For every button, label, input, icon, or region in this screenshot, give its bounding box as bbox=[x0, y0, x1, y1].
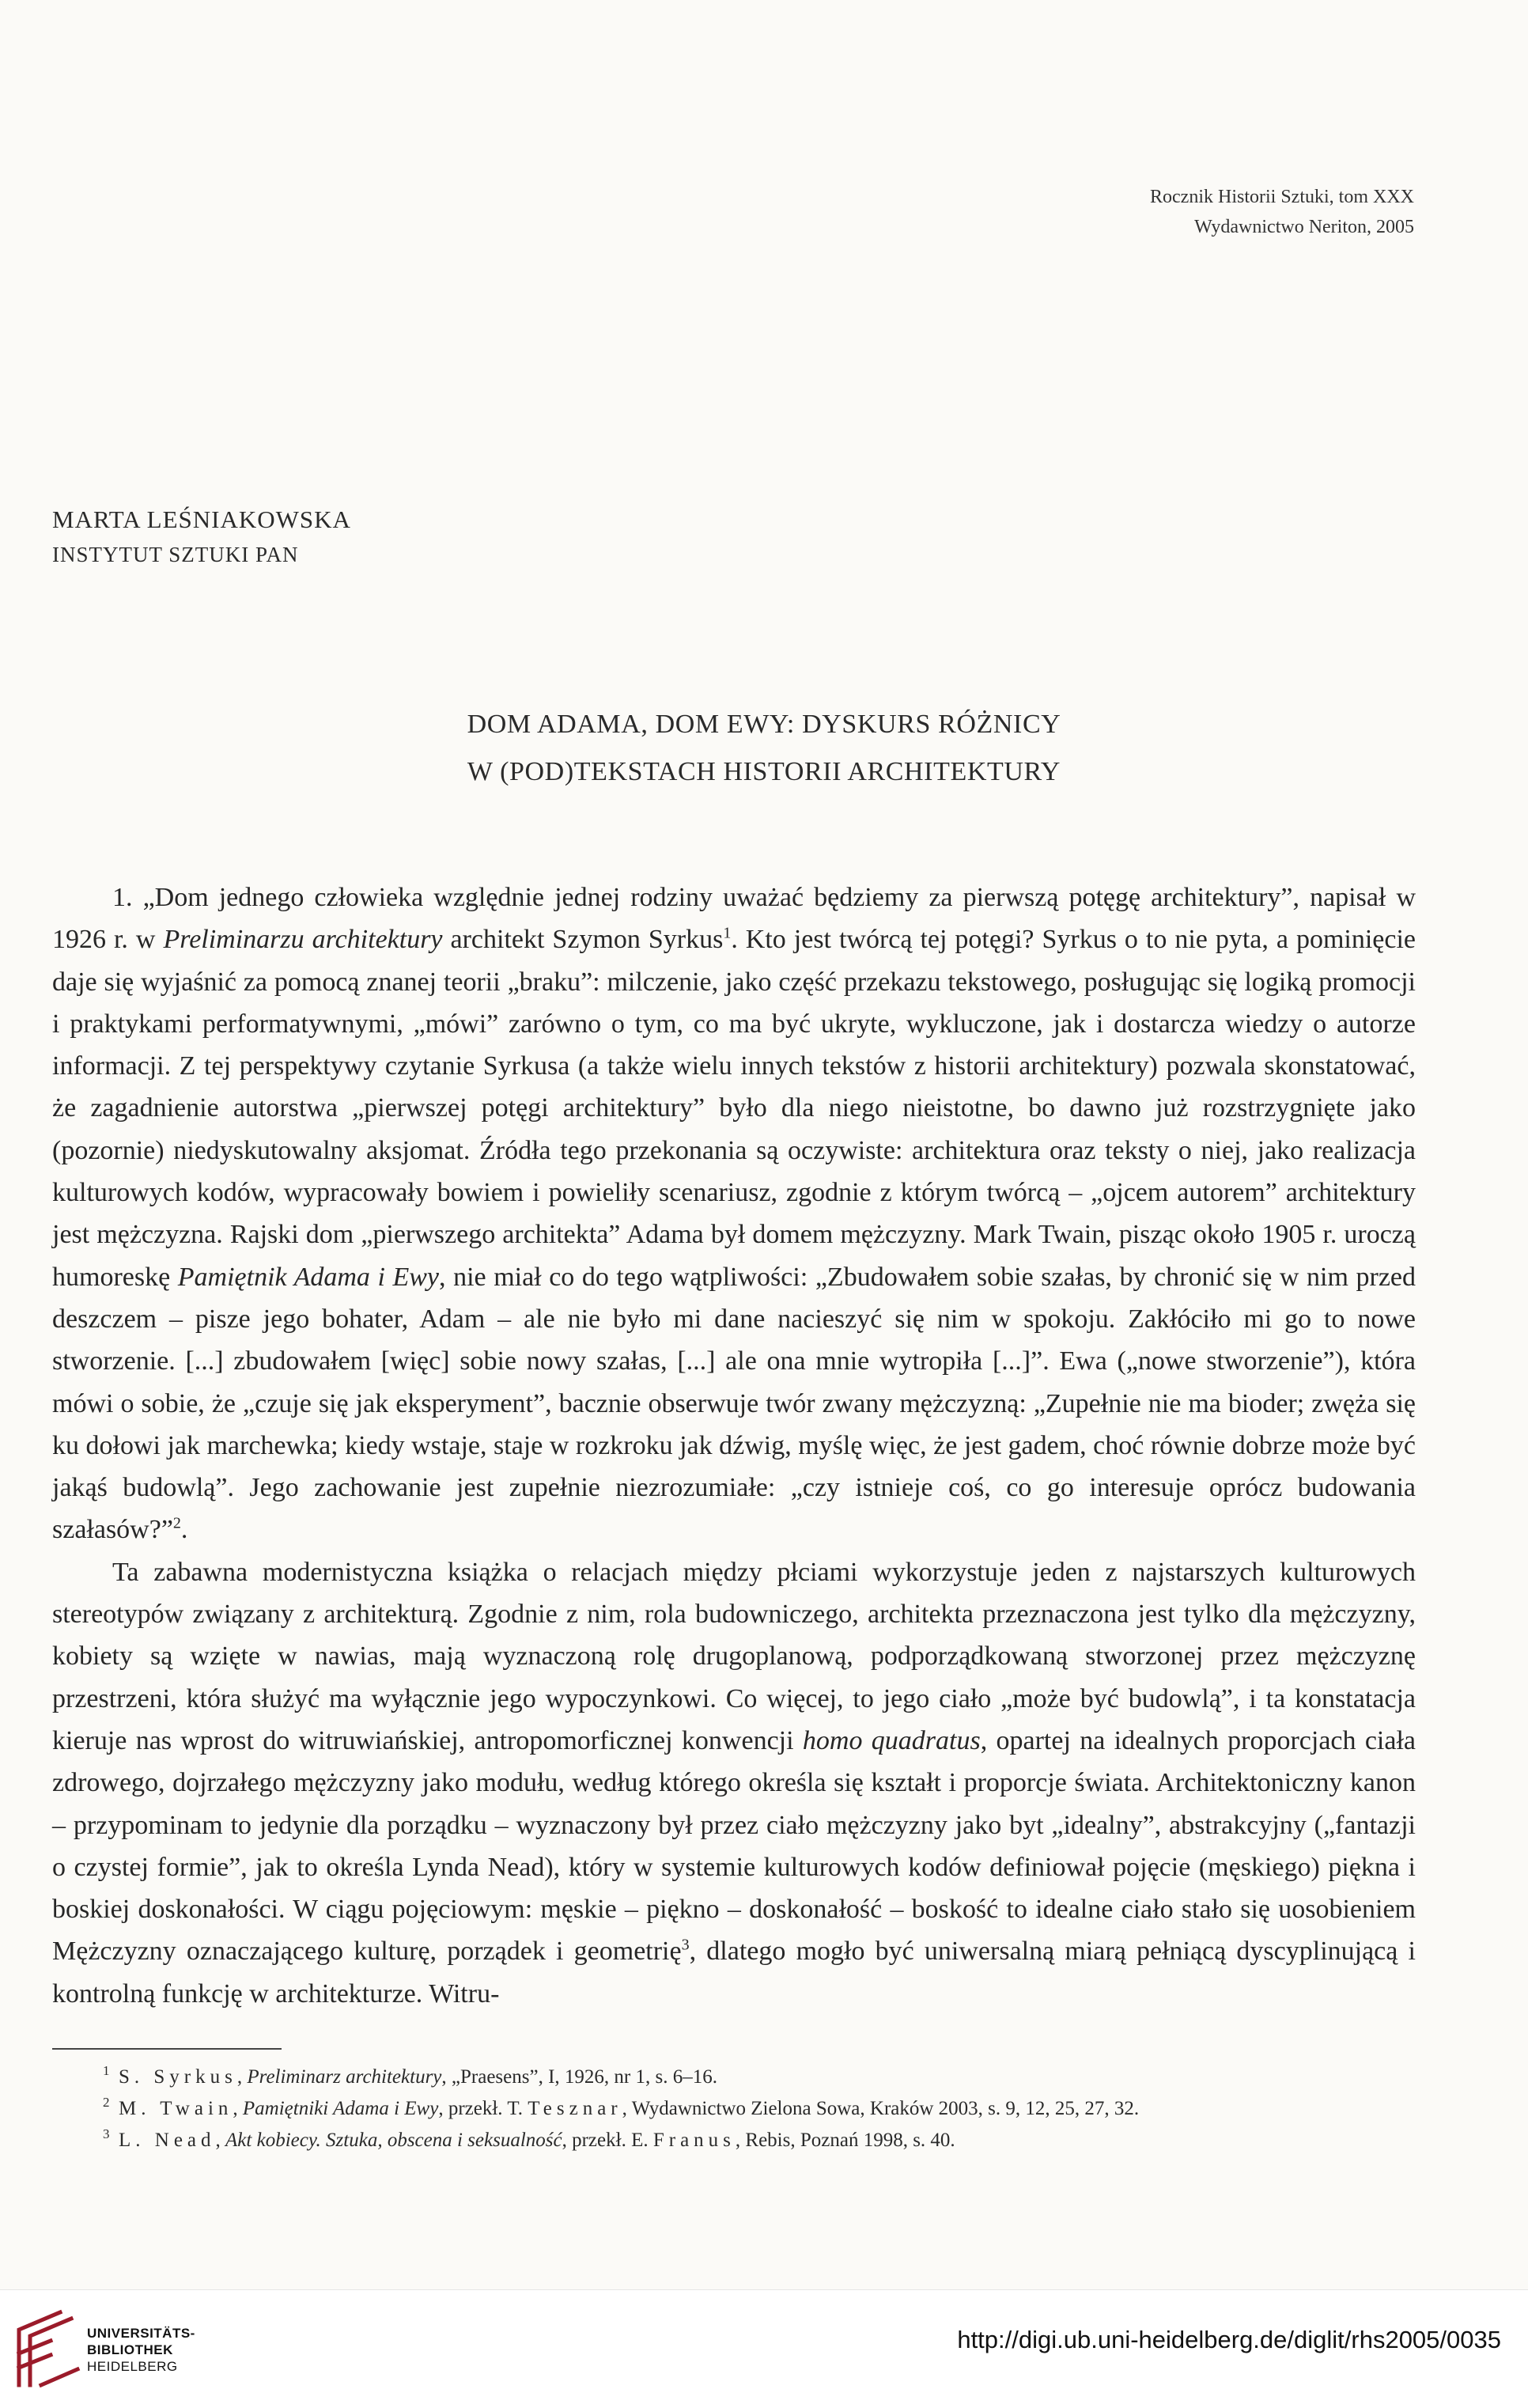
italic-term: homo quadratus bbox=[802, 1725, 981, 1755]
library-logo-icon bbox=[13, 2306, 84, 2393]
footnote-translator: Tesznar bbox=[528, 2098, 622, 2119]
footnote-number: 3 bbox=[103, 2126, 110, 2141]
digitization-footer bbox=[0, 2289, 1528, 2408]
library-name-line: UNIVERSITÄTS- bbox=[87, 2326, 195, 2341]
footnote-ref[interactable]: 1 bbox=[723, 924, 732, 942]
text-run: Ta zabawna modernistyczna książka o relacjach między płciami wykorzystuje jeden z najstarszych kulturowych stereotypów związany z architekturą. Zgodnie z nim, rola budowniczego, architekta przeznaczona jest tylko dla mężczyzny, kobiety są wzięte w nawias, mają wyznaczoną rolę drugoplanową, podporządkowaną stworzonej przez mężczyznę przestrzeni, która służyć ma wyłącznie jego wypoczynkowi. Co więcej, to jego ciało „może być budowlą”, i ta konstatacja kieruje nas wprost do witruwiańskiej, antropomorficznej konwencji bbox=[52, 1557, 1416, 1755]
text-run: . Kto jest twórcą tej potęgi? Syrkus o to nie pyta, a pominięcie daje się wyjaśnić za pomocą znanej teorii „braku”: milczenie, jako część przekazu tekstowego, posługując się logiką promocji i praktykami performatywnymi, „mówi” zarówno o tym, co ma być ukryte, wykluczone, jak i dostarcza wiedzy o autorze informacji. Z tej perspektywy czytanie Syrkusa (a także wielu innych tekstów z historii architektury) pozwala skonstatować, że zagadnienie autorstwa „pierwszej potęgi architektury” było dla niego nieistotne, bo dawno już rozstrzygnięte jako (pozornie) niedyskutowalny aksjomat. Źródła tego przekonania są oczywiste: architektura oraz teksty o niej, jako realizacja kulturowych kodów, wypracowały bowiem i powieliły scenariusz, zgodnie z którym twórcą – „ojcem autorem” architektury jest mężczyzna. Rajski dom „pierwszego architekta” Adama był domem mężczyzny. Mark Twain, pisząc około 1905 r. uroczą humoreskę bbox=[52, 925, 1416, 1292]
footnote-number: 1 bbox=[103, 2063, 110, 2078]
footnote-number: 2 bbox=[103, 2095, 110, 2110]
footnote-text: , „Praesens”, I, 1926, nr 1, s. 6–16. bbox=[441, 2066, 717, 2088]
footnote-author: M. Twain bbox=[119, 2098, 233, 2119]
journal-name: Rocznik Historii Sztuki, tom XXX bbox=[1150, 187, 1414, 207]
library-name-line: BIBLIOTHEK bbox=[87, 2342, 173, 2357]
text-run: architekt Szymon Syrkus bbox=[442, 925, 724, 955]
title-line-2: W (POD)TEKSTACH HISTORII ARCHITEKTURY bbox=[467, 757, 1061, 786]
publisher: Wydawnictwo Neriton, 2005 bbox=[1194, 217, 1414, 237]
paragraph-2 bbox=[52, 1551, 1416, 2015]
library-name bbox=[87, 2325, 195, 2375]
footnote-title: Preliminarz architektury bbox=[247, 2066, 442, 2088]
journal-header bbox=[1150, 182, 1414, 242]
text-run: 1. „Dom jednego człowieka względnie jednej rodziny uważać będziemy za pierwszą potęgę architektury”, napisał w 1926 r. w bbox=[52, 883, 1416, 955]
footnotes bbox=[103, 2062, 1416, 2156]
footnote-1: 1 S. Syrkus, Preliminarz architektury, „Praesens”, I, 1926, nr 1, s. 6–16. bbox=[119, 2062, 1416, 2093]
footnote-author: S. Syrkus bbox=[119, 2066, 237, 2088]
author-affiliation: INSTYTUT SZTUKI PAN bbox=[52, 543, 299, 566]
footnote-ref[interactable]: 3 bbox=[681, 1937, 690, 1955]
source-url-link[interactable]: http://digi.ub.uni-heidelberg.de/diglit/rhs2005/0035 bbox=[957, 2326, 1501, 2353]
footnote-text: , Wydawnictwo Zielona Sowa, Kraków 2003, s. 9, 12, 25, 27, 32. bbox=[622, 2098, 1140, 2119]
footnote-title: Akt kobiecy. Sztuka, obscena i seksualność bbox=[225, 2130, 562, 2151]
footnote-author: L. Nead bbox=[119, 2130, 216, 2151]
text-run: . bbox=[180, 1515, 188, 1545]
library-name-line: HEIDELBERG bbox=[87, 2359, 178, 2374]
footnote-translator: Franus bbox=[652, 2130, 736, 2151]
text-run: , opartej na idealnych proporcjach ciała zdrowego, dojrzałego mężczyzny jako modułu, według którego określa się kształt i proporcje świata. Architektoniczny kanon – przypominam to jedynie dla porządku – wyznaczony był przez ciało mężczyzny jako byt „idealny”, abstrakcyjny („fantazji o czystej formie”, jak to określa Lynda Nead), który w systemie kulturowych kodów definiował pojęcie (męskiego) piękna i boskiej doskonałości. W ciągu pojęciowym: męskie – piękno – doskonałość – boskość to idealne ciało stało się uosobieniem Mężczyzny oznaczającego kulturę, porządek i geometrię bbox=[52, 1725, 1416, 1967]
text-run: , nie miał co do tego wątpliwości: „Zbudowałem sobie szałas, by chronić się w nim przed deszczem – pisze jego bohater, Adam – ale nie było mi dane nacieszyć się nim w spokoju. Zakłóciło mi go to nowe stworzenie. [...] zbudowałem [więc] sobie nowy szałas, [...] ale ona mnie wytropiła [...]”. Ewa („nowe stworzenie”), która mówi o sobie, że „czuje się jak eksperyment”, bacznie obserwuje twór zwany mężczyzną: „Zupełnie nie ma bioder; zwęża się ku dołowi jak marchewka; kiedy wstaje, staje w rozkroku jak dźwig, myślę więc, że jest gadem, choć równie dobrze może być jakąś budowlą”. Jego zachowanie jest zupełnie niezrozumiałe: „czy istnieje coś, co go interesuje oprócz budowania szałasów?” bbox=[52, 1262, 1416, 1545]
footnote-text: , przekł. E. bbox=[562, 2130, 653, 2151]
article-title bbox=[0, 701, 1528, 796]
italic-title: Preliminarzu architektury bbox=[163, 925, 443, 955]
footnote-text: , przekł. T. bbox=[438, 2098, 528, 2119]
article-body bbox=[52, 876, 1416, 2015]
footnote-title: Pamiętniki Adama i Ewy bbox=[242, 2098, 439, 2119]
author-block bbox=[52, 502, 351, 572]
footnote-separator bbox=[52, 2048, 282, 2050]
paragraph-1 bbox=[52, 876, 1416, 1551]
italic-title: Pamiętnik Adama i Ewy bbox=[177, 1262, 440, 1292]
title-line-1: DOM ADAMA, DOM EWY: DYSKURS RÓŻNICY bbox=[467, 710, 1061, 739]
footnote-3: 3 L. Nead, Akt kobiecy. Sztuka, obscena i seksualność, przekł. E. Franus, Rebis, Poznań 1998, s. 40. bbox=[119, 2125, 1416, 2156]
author-name: MARTA LEŚNIAKOWSKA bbox=[52, 505, 351, 533]
footnote-ref[interactable]: 2 bbox=[172, 1515, 181, 1533]
footnote-text: , Rebis, Poznań 1998, s. 40. bbox=[735, 2130, 955, 2151]
footnote-2: 2 M. Twain, Pamiętniki Adama i Ewy, przekł. T. Tesznar, Wydawnictwo Zielona Sowa, Kraków 2003, s. 9, 12, 25, 27, 32. bbox=[119, 2093, 1416, 2125]
text-run: , dlatego mogło być uniwersalną miarą pełniącą dyscyplinującą i kontrolną funkcję w architekturze. Witru- bbox=[52, 1937, 1416, 2009]
